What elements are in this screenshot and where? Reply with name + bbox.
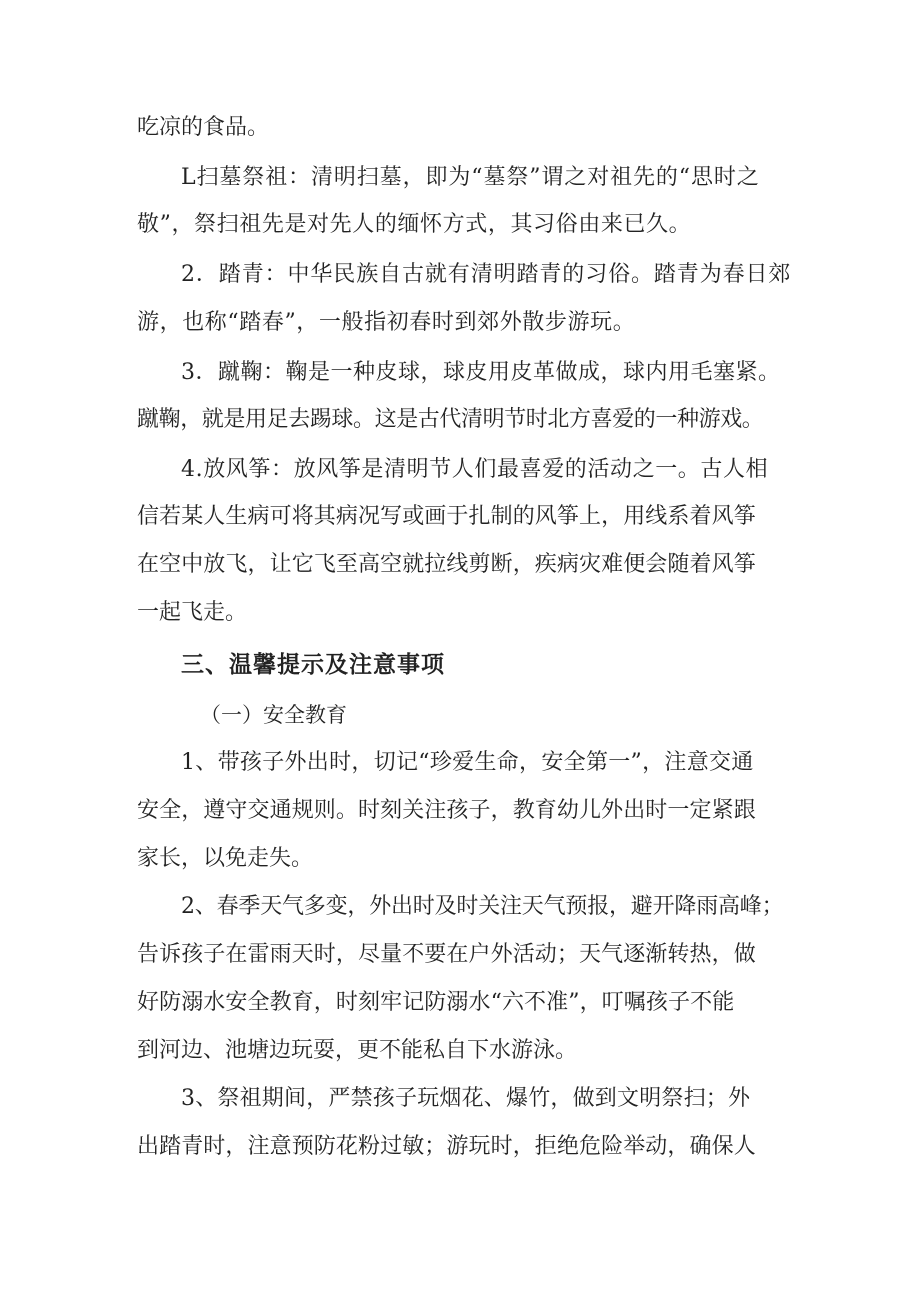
text-line: 蹴鞠，就是用足去踢球。这是古代清明节时北方喜爱的一种游戏。 (137, 407, 764, 432)
text-line: 出踏青时，注意预防花粉过敏；游玩时，拒绝危险举动，确保人 (137, 1134, 756, 1159)
text-line: 1、带孩子外出时，切记“珍爱生命，安全第一”，注意交通 (181, 750, 754, 775)
text-line: 告诉孩子在雷雨天时，尽量不要在户外活动；天气逐渐转热，做 (137, 942, 756, 967)
text-line: 信若某人生病可将其病况写或画于扎制的风筝上，用线系着风筝 (137, 504, 756, 529)
text-line: 2、春季天气多变，外出时及时关注天气预报，避开降雨高峰； (181, 894, 784, 919)
text-line: 敬”，祭扫祖先是对先人的缅怀方式，其习俗由来已久。 (137, 212, 692, 237)
text-line: 吃凉的食品。 (137, 115, 270, 140)
text-line: 游，也称“踏春”，一般指初春时到郊外散步游玩。 (137, 310, 636, 335)
text-line: 3、祭祖期间，严禁孩子玩烟花、爆竹，做到文明祭扫；外 (181, 1086, 751, 1111)
text-line: 3．蹴鞠：鞠是一种皮球，球皮用皮革做成，球内用毛塞紧。 (181, 360, 781, 385)
text-line: L扫墓祭祖：清明扫墓，即为“墓祭”谓之对祖先的“思时之 (181, 165, 760, 190)
text-line: 4.放风筝：放风筝是清明节人们最喜爱的活动之一。古人相 (181, 457, 769, 482)
text-line: 家长，以免走失。 (137, 846, 314, 871)
text-line: 到河边、池塘边玩耍，更不能私自下水游泳。 (137, 1038, 578, 1063)
text-line: 2．踏青：中华民族自古就有清明踏青的习俗。踏青为春日郊 (181, 262, 792, 287)
text-line: 安全，遵守交通规则。时刻关注孩子，教育幼儿外出时一定紧跟 (137, 798, 756, 823)
text-line: 好防溺水安全教育，时刻牢记防溺水“六不准”，叮嘱孩子不能 (137, 990, 735, 1015)
section-heading: 三、温馨提示及注意事项 (181, 652, 445, 678)
subsection-heading: （一）安全教育 (200, 703, 347, 727)
text-line: 在空中放飞，让它飞至高空就拉线剪断，疾病灾难便会随着风筝 (137, 552, 756, 577)
text-line: 一起飞走。 (137, 600, 248, 625)
